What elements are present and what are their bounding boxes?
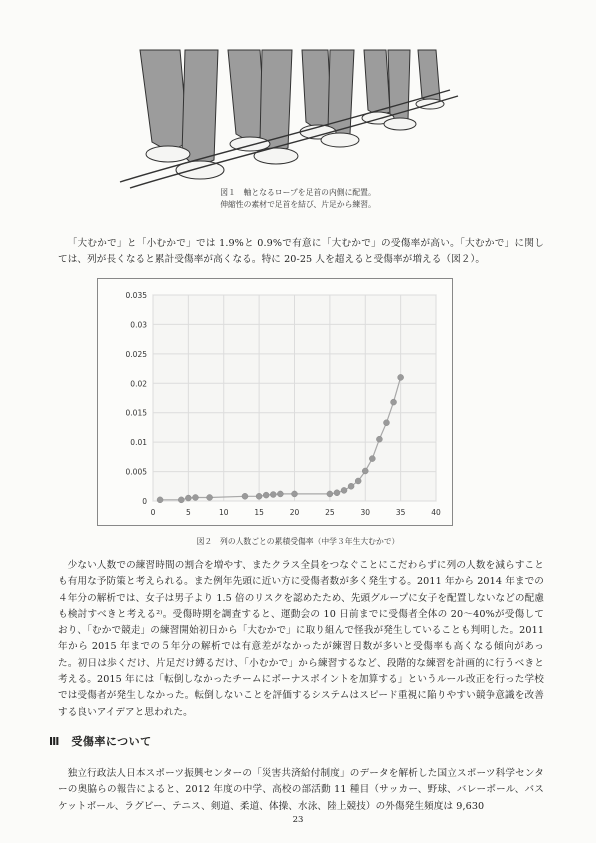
paragraph-3 [58,766,544,815]
x-tick-label: 10 [218,508,229,517]
x-tick-label: 35 [395,508,406,517]
y-tick-label: 0 [142,497,147,506]
figure1-caption-line1: 図１ 軸となるロープを足首の内側に配置。 [220,188,376,197]
x-tick-label: 30 [360,508,371,517]
data-point [355,478,361,484]
paragraph-2-text: 少ない人数での練習時間の割合を増やす、またクラス全員をつなぐことにこだわらずに列の人数を減らすことも有用な予防策と考えられる。また例年先頭に近い方に受傷者数が多く発生する。2011 年から 2014 年までの４年分の解析では、女子は男子より 1.5 倍のリスクを認めたため、先頭グループに女子を配置しないなどの配慮も検討すべきと考える²⁾。受傷時期を調査すると、運動会の 10 日前までに受傷者全体の 20〜40%が受傷しており、「むかで競走」の練習開始初日から「大むかで」に取り組んで怪我が発生していることも判明した。2011 年から 2015 年までの５年分の解析では有意差がなかったが練習日数が多いと受傷率も高くなる傾向があった。初日は歩くだけ、片足だけ縛るだけ、「小むかで」から練習するなど、段階的な練習を計画的に行うべきと考える。2015 年には「転倒しなかったチームにボーナスポイントを加算する」というルール改正を行った学校では受傷者が発生しなかった。転倒しないことを評価するシステムはスピード重視に陥りやすい競争意識を改善する良いアイデアと思われた。 [58,560,544,718]
data-point [341,487,347,493]
paragraph-3-text: 独立行政法人日本スポーツ振興センターの「災害共済給付制度」のデータを解析した国立スポーツ科学センターの奥脇らの報告によると、2012 年度の中学、高校の部活動 11 種目（サッカー、野球、バレーボール、バスケットボール、ラグビー、テニス、剣道、柔道、体操、水泳、陸上競技）の外傷発生頻度は 9,630 [58,768,544,812]
paragraph-2 [58,558,544,721]
cumulative-injury-rate-chart [98,279,452,525]
data-point [242,493,248,499]
x-tick-label: 20 [289,508,300,517]
x-tick-label: 40 [431,508,441,517]
data-point [270,492,276,498]
paragraph-1-text: 「大むかで」と「小むかで」では 1.9%と 0.9%で有意に「大むかで」の受傷率が高い。「大むかで」に関しては、列が長くなると累計受傷率が高くなる。特に 20-25 人を超えると受傷率が増える（図２）。 [58,238,544,266]
data-point [185,495,191,501]
data-point [263,492,269,498]
data-point [376,436,382,442]
data-point [178,497,184,503]
figure1-illustration [110,42,470,192]
data-point [348,483,354,489]
figure1-caption [0,187,596,211]
data-point [157,497,163,503]
y-tick-label: 0.015 [125,408,147,418]
figure2-caption: 図２ 列の人数ごとの累積受傷率（中学３年生大むかで） [196,537,400,546]
section-heading: Ⅲ 受傷率について [49,735,152,748]
data-point [192,494,198,500]
data-point [334,490,340,496]
y-tick-label: 0.025 [125,349,147,359]
y-tick-label: 0.01 [130,438,147,448]
y-tick-label: 0.035 [125,291,147,300]
page-number: 23 [292,815,304,825]
data-point [292,491,298,497]
data-point [362,468,368,474]
y-tick-label: 0.02 [130,379,147,389]
figure1-caption-line2: 伸縮性の素材で足首を結び、片足から練習。 [220,200,376,209]
legs-rope-illustration [110,42,470,192]
data-point [391,399,397,405]
data-point [207,494,213,500]
data-point [369,456,375,462]
y-tick-label: 0.03 [130,320,147,330]
data-point [327,491,333,497]
data-point [277,491,283,497]
paragraph-1 [58,236,544,269]
x-tick-label: 5 [185,508,191,517]
x-tick-label: 0 [150,508,156,517]
data-point [256,493,262,499]
x-tick-label: 15 [254,508,264,517]
figure2-chart [97,278,453,526]
y-tick-label: 0.005 [125,467,147,477]
data-point [398,374,404,380]
x-tick-label: 25 [325,508,335,517]
data-point [383,420,389,426]
